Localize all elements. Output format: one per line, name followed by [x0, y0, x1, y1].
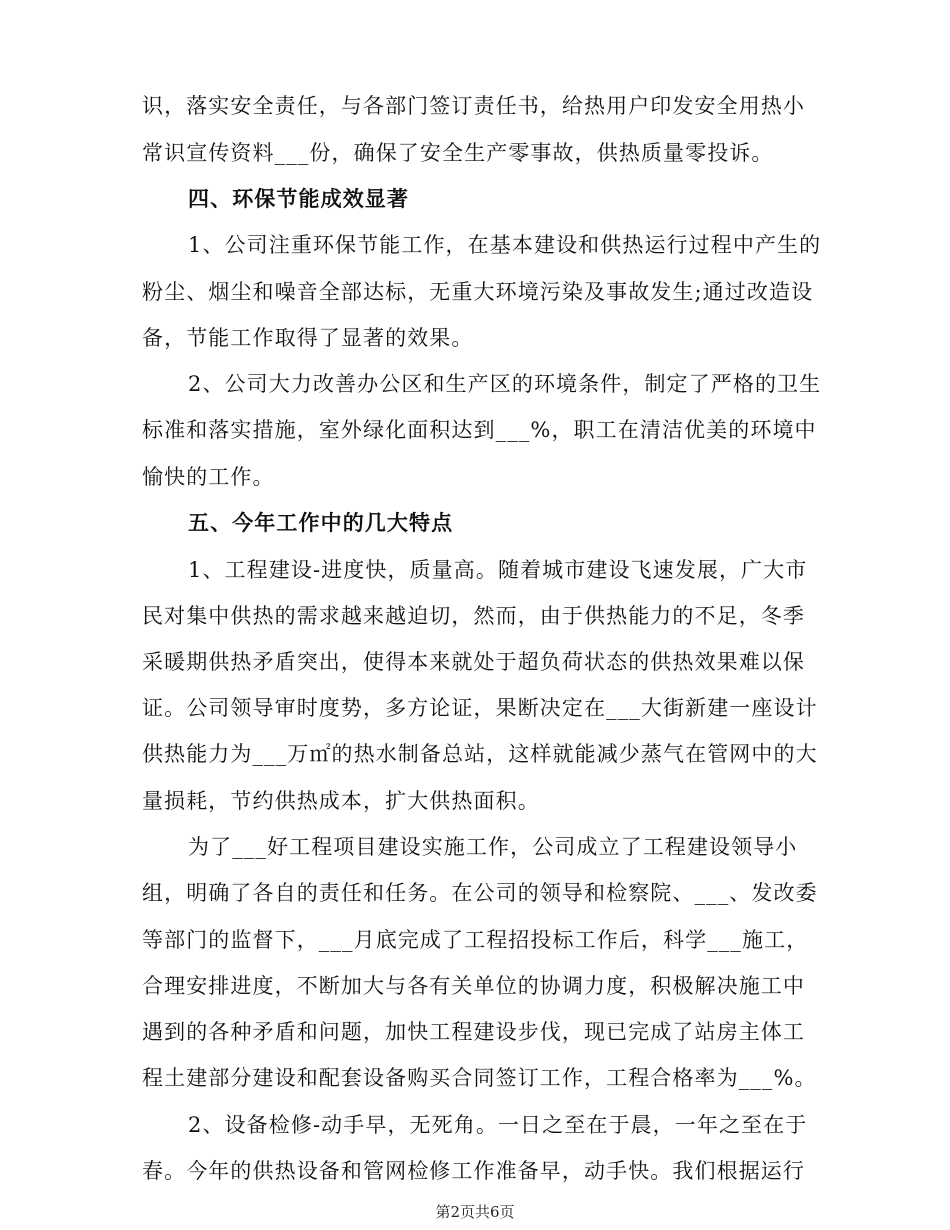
body-text-line: 2、设备检修-动手早，无死角。一日之至在于晨，一年之至在于 — [188, 1113, 808, 1137]
body-text-line: 2、公司大力改善办公区和生产区的环境条件，制定了严格的卫生 — [188, 372, 822, 396]
body-text-line: 识，落实安全责任，与各部门签订责任书，给热用户印发安全用热小 — [142, 94, 805, 118]
body-text-line: 愉快的工作。 — [142, 465, 275, 489]
body-text-line: 证。公司领导审时度势，多方论证，果断决定在___大街新建一座设计 — [142, 696, 818, 720]
body-text-line: 标准和落实措施，室外绿化面积达到___%，职工在清洁优美的环境中 — [142, 418, 817, 442]
body-text-line: 程土建部分建设和配套设备购买合同签订工作，工程合格率为___%。 — [142, 1066, 817, 1090]
body-text-line: 民对集中供热的需求越来越迫切，然而，由于供热能力的不足，冬季 — [142, 604, 805, 628]
body-text-line: 遇到的各种矛盾和问题，加快工程建设步伐，现已完成了站房主体工 — [142, 1020, 805, 1044]
body-text-line: 1、工程建设-进度快，质量高。随着城市建设飞速发展，广大市 — [188, 558, 808, 582]
body-text-line: 1、公司注重环保节能工作，在基本建设和供热运行过程中产生的 — [188, 233, 822, 257]
page-number: 第2页共6页 — [435, 1203, 515, 1221]
body-text-line: 备，节能工作取得了显著的效果。 — [142, 326, 474, 350]
body-text-line: 为了___好工程项目建设实施工作，公司成立了工程建设领导小 — [188, 835, 798, 859]
body-text-line: 春。今年的供热设备和管网检修工作准备早，动手快。我们根据运行 — [142, 1159, 805, 1183]
body-text-line: 量损耗，节约供热成本，扩大供热面积。 — [142, 789, 540, 813]
body-text-line: 粉尘、烟尘和噪音全部达标，无重大环境污染及事故发生;通过改造设 — [142, 280, 814, 304]
body-text-line: 等部门的监督下，___月底完成了工程招投标工作后，科学___施工， — [142, 928, 809, 952]
body-text-line: 供热能力为___万㎡的热水制备总站，这样就能减少蒸气在管网中的大 — [142, 742, 818, 766]
section-heading: 五、今年工作中的几大特点 — [188, 510, 454, 535]
body-text-line: 组，明确了各自的责任和任务。在公司的领导和检察院、___、发改委 — [142, 881, 818, 905]
body-text-line: 常识宣传资料___份，确保了安全生产零事故，供热质量零投诉。 — [142, 141, 774, 165]
section-heading: 四、环保节能成效显著 — [188, 186, 409, 211]
body-text-line: 采暖期供热矛盾突出，使得本来就处于超负荷状态的供热效果难以保 — [142, 650, 805, 674]
body-text-line: 合理安排进度，不断加大与各有关单位的协调力度，积极解决施工中 — [142, 974, 805, 998]
